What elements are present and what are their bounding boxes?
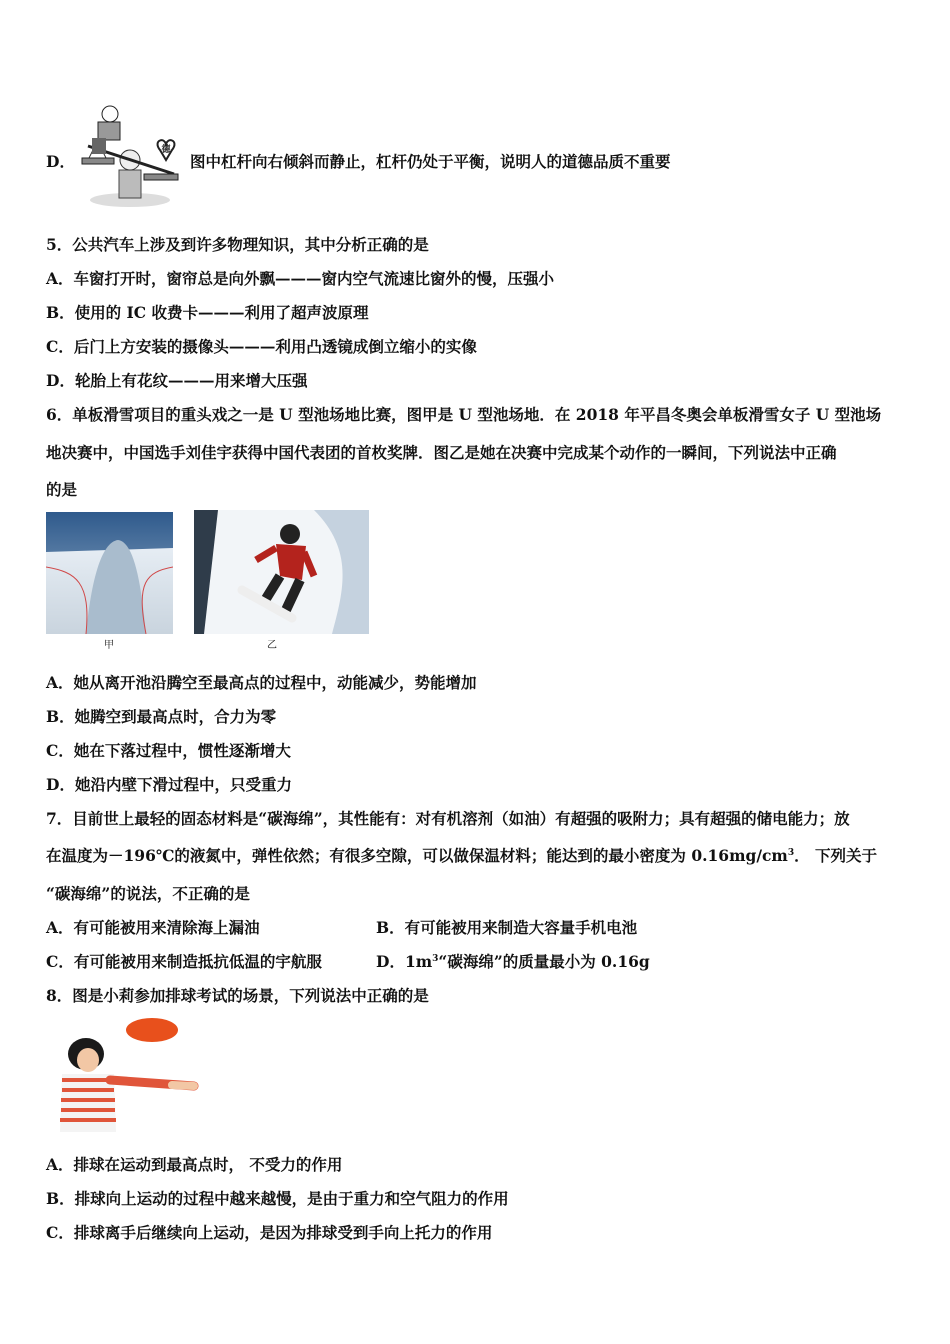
q6-option-b: B．她腾空到最高点时，合力为零 xyxy=(46,707,277,726)
q6-option-a: A．她从离开池沿腾空至最高点的过程中，动能减少，势能增加 xyxy=(46,673,477,692)
q7-option-b: B．有可能被用来制造大容量手机电池 xyxy=(376,918,638,937)
q7-option-d: D．$1m^3“$碳海绵”的质量最小为 0.16g xyxy=(376,952,650,971)
q5-stem: 5．公共汽车上涉及到许多物理知识，其中分析正确的是 xyxy=(46,235,429,254)
q5-option-b: B．使用的 IC 收费卡———利用了超声波原理 xyxy=(46,303,369,322)
q7-option-a: A．有可能被用来清除海上漏油 xyxy=(46,918,260,937)
halfpipe-photo xyxy=(46,512,173,634)
figure-caption-yi: 乙 xyxy=(267,640,277,651)
figure-caption-jia: 甲 xyxy=(104,640,114,651)
heart-label: 德 xyxy=(161,145,171,155)
balance-scale-figure xyxy=(74,100,186,210)
q8-stem: 8．图是小莉参加排球考试的场景，下列说法中正确的是 xyxy=(46,986,429,1005)
q6-stem-line1: 6．单板滑雪项目的重头戏之一是 U 型池场地比赛，图甲是 U 型池场地．在 2018 年平昌冬奥会单板滑雪女子 U 型池场 xyxy=(46,405,882,424)
q4-option-d-text: 图中杠杆向右倾斜而静止，杠杆仍处于平衡，说明人的道德品质不重要 xyxy=(190,152,671,171)
q6-option-c: C．她在下落过程中，惯性逐渐增大 xyxy=(46,741,291,760)
q8-option-a: A．排球在运动到最高点时， 不受力的作用 xyxy=(46,1155,343,1174)
q5-option-c: C．后门上方安装的摄像头———利用凸透镜成倒立缩小的实像 xyxy=(46,337,477,356)
q6-option-d: D．她沿内壁下滑过程中，只受重力 xyxy=(46,775,292,794)
q6-stem-line2: 地决赛中，中国选手刘佳宇获得中国代表团的首枚奖牌．图乙是她在决赛中完成某个动作的一瞬间，下列说法中正确 xyxy=(46,443,837,462)
q7-stem-line2: 在温度为－196℃的液氮中，弹性依然；有很多空隙，可以做保温材料；能达到的最小密度为 $0.16mg/cm^3$． 下列关于 xyxy=(46,846,877,865)
q8-option-c: C．排球离手后继续向上运动，是因为排球受到手向上托力的作用 xyxy=(46,1223,493,1242)
snowboarder-photo xyxy=(194,510,369,634)
q8-option-b: B．排球向上运动的过程中越来越慢，是由于重力和空气阻力的作用 xyxy=(46,1189,509,1208)
q6-stem-line3: 的是 xyxy=(46,480,78,499)
q5-option-a: A．车窗打开时，窗帘总是向外飘———窗内空气流速比窗外的慢，压强小 xyxy=(46,269,555,288)
q7-stem-line3: “碳海绵”的说法，不正确的是 xyxy=(46,884,250,903)
q4-option-d-label: D． xyxy=(46,152,75,171)
q7-option-c: C．有可能被用来制造抵抗低温的宇航服 xyxy=(46,952,322,971)
q7-stem-line1: 7．目前世上最轻的固态材料是“碳海绵”，其性能有：对有机溶剂（如油）有超强的吸附力；具有超强的储电能力；放 xyxy=(46,809,850,828)
q5-option-d: D．轮胎上有花纹———用来增大压强 xyxy=(46,371,308,390)
volleyball-photo xyxy=(54,1014,199,1132)
